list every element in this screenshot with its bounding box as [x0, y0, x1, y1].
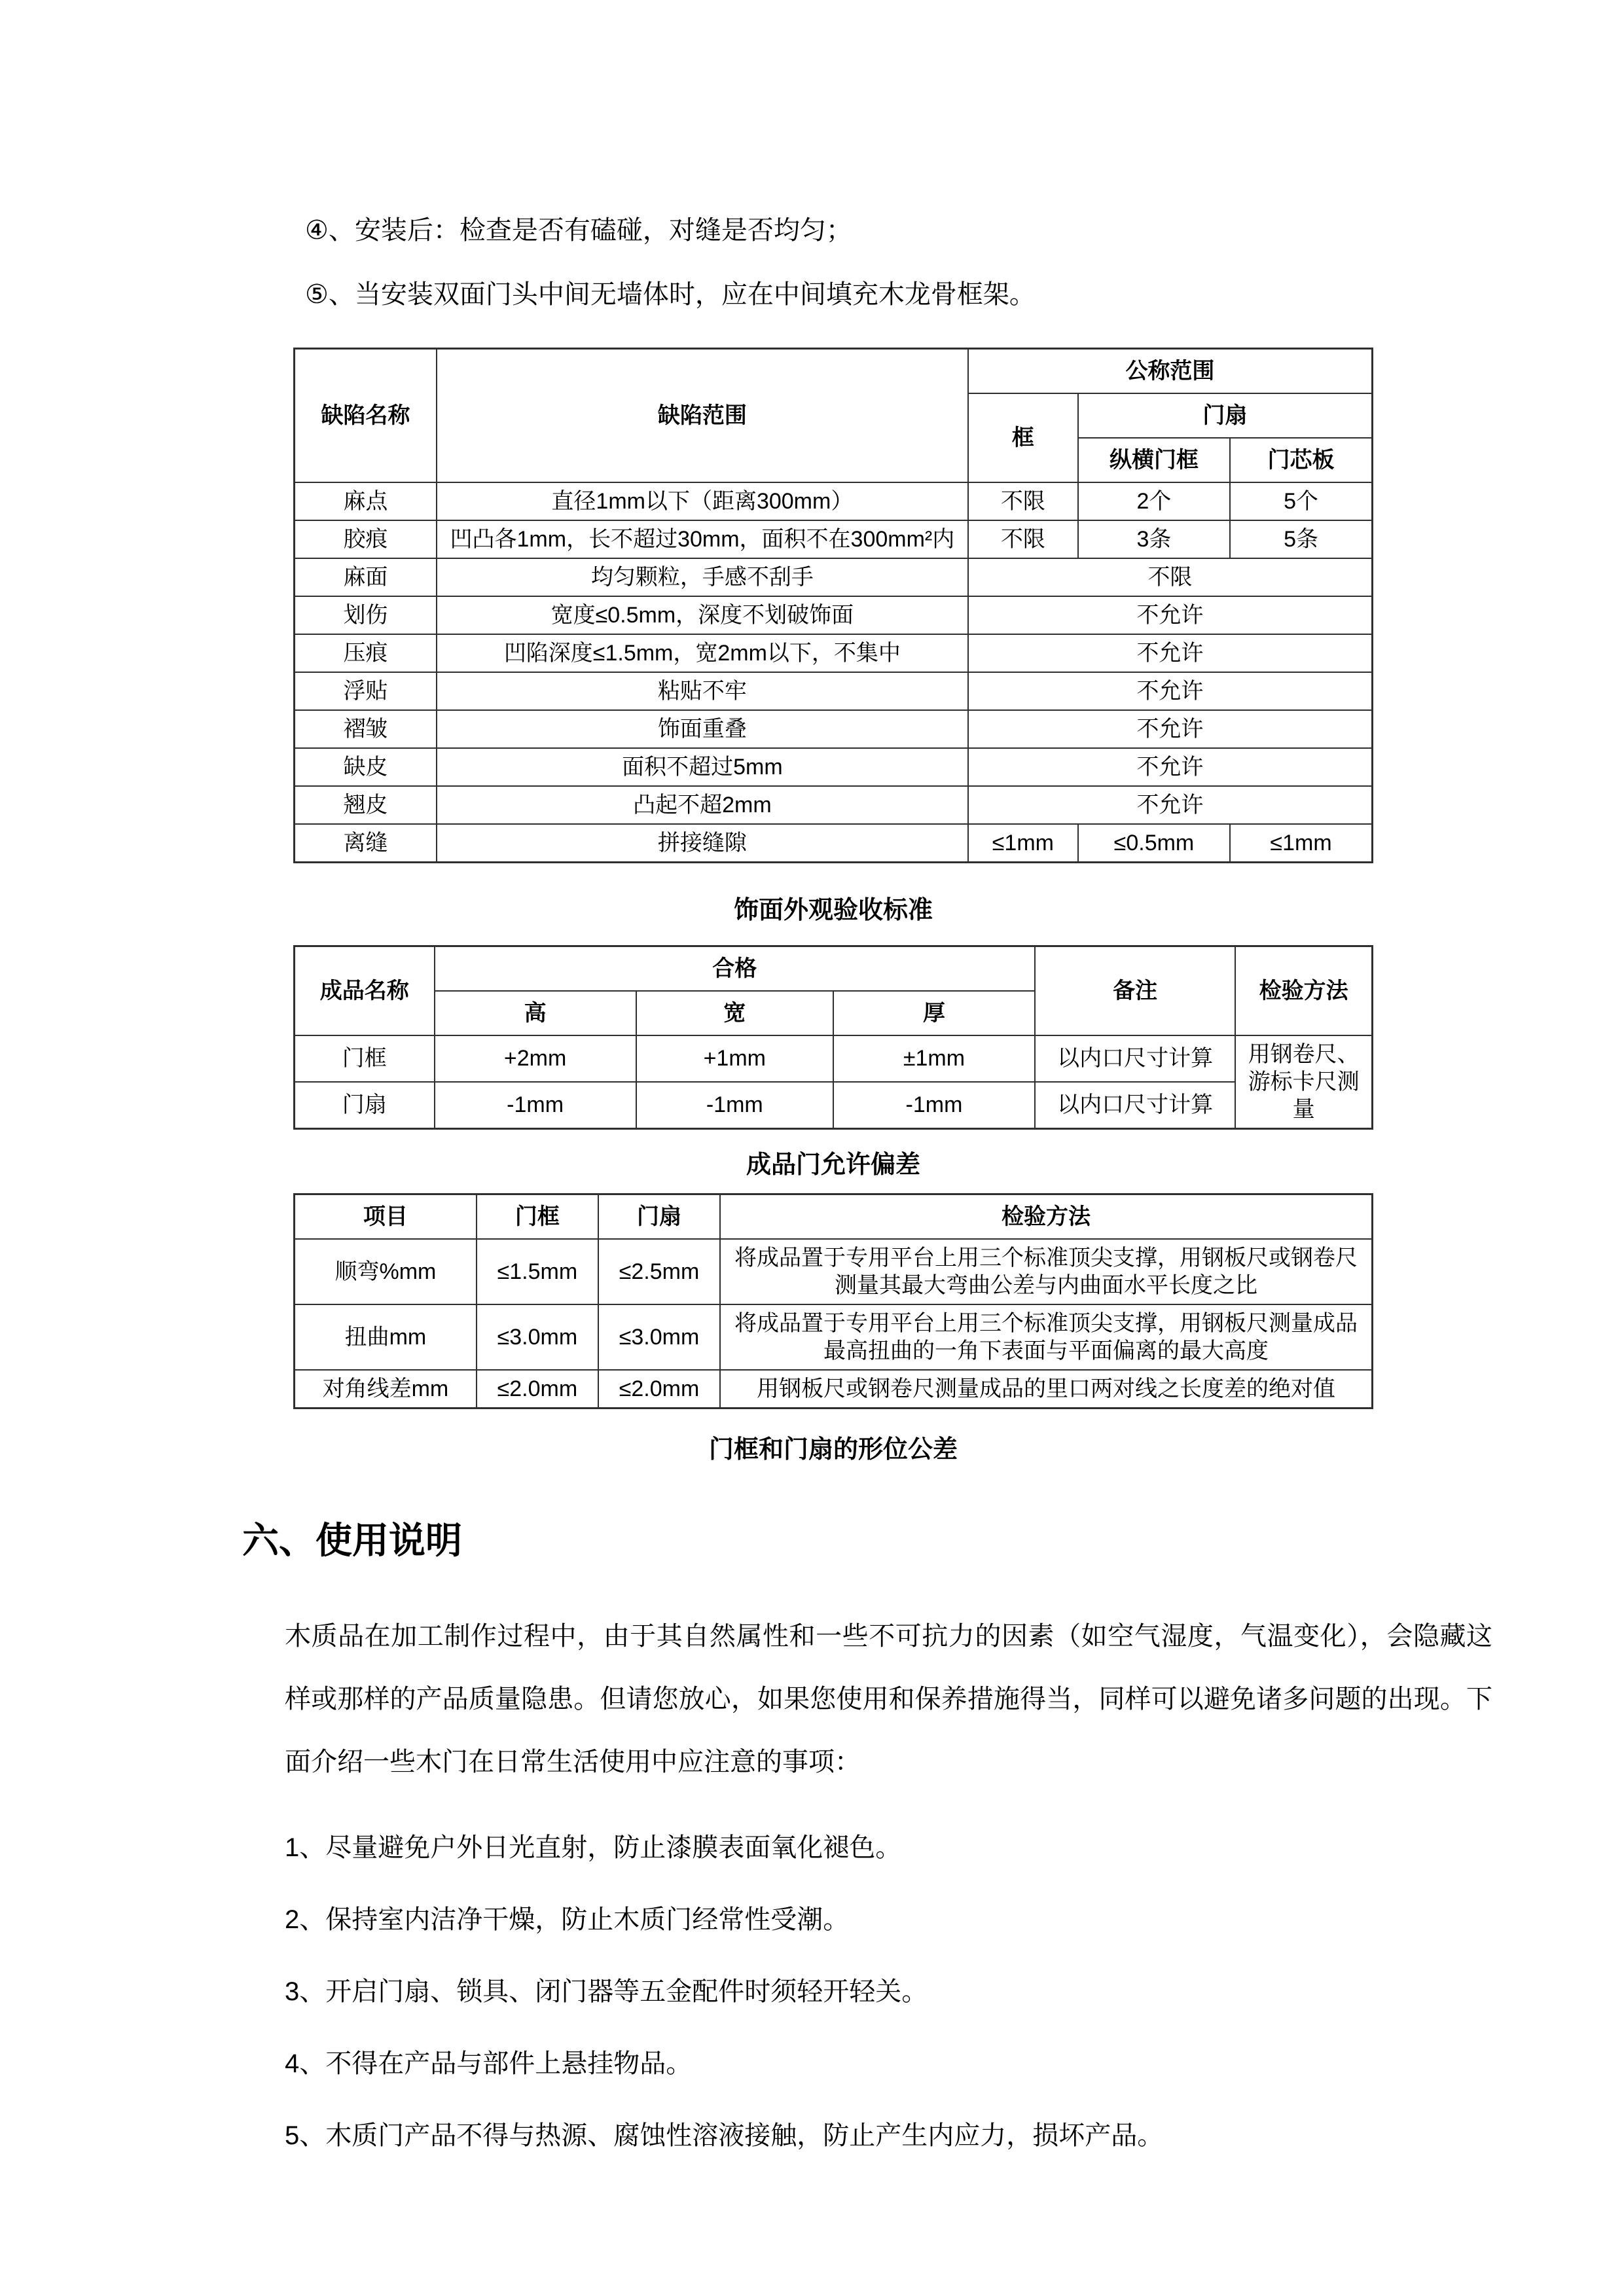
table-row — [295, 1082, 1373, 1129]
finish-cell: 以内口尺寸计算 — [1035, 1082, 1235, 1129]
table-row — [295, 786, 1373, 824]
defect-cell: 凹凸各1mm，长不超过30mm，面积不在300mm²内 — [437, 520, 968, 558]
defect-cell: 面积不超过5mm — [437, 748, 968, 786]
table-row — [295, 1370, 1373, 1408]
tolerance-cell: ≤3.0mm — [477, 1304, 598, 1370]
defect-cell: 不允许 — [968, 596, 1373, 634]
table-caption-tolerance: 门框和门扇的形位公差 — [708, 1436, 958, 1463]
table-row — [295, 1194, 1373, 1240]
defect-cell: 麻点 — [295, 482, 437, 520]
defect-cell: 凸起不超2mm — [437, 786, 968, 824]
table-row — [295, 672, 1373, 710]
finish-cell: -1mm — [435, 1082, 636, 1129]
defect-cell: 不允许 — [968, 786, 1373, 824]
tolerance-cell: 对角线差mm — [295, 1370, 477, 1408]
install-note-5: ⑤、当安装双面门头中间无墙体时，应在中间填充木龙骨框架。 — [305, 280, 1036, 309]
table-row — [295, 634, 1373, 672]
tolerance-cell-method: 将成品置于专用平台上用三个标准顶尖支撑，用钢板尺或钢卷尺测量其最大弯曲公差与内曲面水平长度之比 — [720, 1239, 1372, 1304]
defect-col-core-board: 门芯板 — [1230, 438, 1372, 482]
defect-cell: 不允许 — [968, 748, 1373, 786]
defect-cell: 粘贴不牢 — [437, 672, 968, 710]
table-caption-finish: 成品门允许偏差 — [746, 1151, 920, 1179]
usage-item-3: 3、开启门扇、锁具、闭门器等五金配件时须轻开轻关。 — [285, 1977, 928, 2006]
defect-cell: 宽度≤0.5mm，深度不划破饰面 — [437, 596, 968, 634]
defect-col-name: 缺陷名称 — [295, 349, 437, 483]
defect-cell: 直径1mm以下（距离300mm） — [437, 482, 968, 520]
finish-cell: -1mm — [636, 1082, 833, 1129]
defect-table — [293, 348, 1373, 863]
table-row — [295, 946, 1373, 992]
finish-cell: 门扇 — [295, 1082, 435, 1129]
table-caption-defect: 饰面外观验收标准 — [733, 897, 933, 924]
tolerance-col-item: 项目 — [295, 1194, 477, 1240]
defect-cell: 凹陷深度≤1.5mm，宽2mm以下，不集中 — [437, 634, 968, 672]
defect-cell: 胶痕 — [295, 520, 437, 558]
finish-cell: ±1mm — [833, 1035, 1035, 1082]
defect-cell: 5条 — [1230, 520, 1372, 558]
defect-cell: 不允许 — [968, 634, 1373, 672]
finish-cell: +1mm — [636, 1035, 833, 1082]
defect-cell: 不限 — [968, 520, 1078, 558]
finish-col-remark: 备注 — [1035, 946, 1235, 1036]
finish-cell: +2mm — [435, 1035, 636, 1082]
table-row — [295, 558, 1373, 596]
usage-item-1: 1、尽量避免户外日光直射，防止漆膜表面氧化褪色。 — [285, 1833, 902, 1862]
defect-cell: 褶皱 — [295, 710, 437, 748]
install-note-4: ④、安装后：检查是否有磕碰，对缝是否均匀； — [305, 216, 852, 245]
tolerance-col-leaf: 门扇 — [598, 1194, 720, 1240]
defect-col-range: 缺陷范围 — [437, 349, 968, 483]
tolerance-col-method: 检验方法 — [720, 1194, 1372, 1240]
defect-cell: ≤0.5mm — [1078, 824, 1230, 863]
tolerance-col-frame: 门框 — [477, 1194, 598, 1240]
tolerance-cell: 扭曲mm — [295, 1304, 477, 1370]
finish-cell: -1mm — [833, 1082, 1035, 1129]
finish-table-section — [293, 945, 1373, 1180]
defect-cell: 3条 — [1078, 520, 1230, 558]
defect-col-frame: 框 — [968, 393, 1078, 482]
finish-table — [293, 945, 1373, 1130]
defect-col-nominal-range: 公称范围 — [968, 349, 1373, 394]
defect-cell: 饰面重叠 — [437, 710, 968, 748]
defect-cell: 浮贴 — [295, 672, 437, 710]
defect-cell: 不允许 — [968, 672, 1373, 710]
finish-col-thickness: 厚 — [833, 991, 1035, 1035]
finish-cell: 以内口尺寸计算 — [1035, 1035, 1235, 1082]
tolerance-table — [293, 1193, 1373, 1409]
tolerance-cell: ≤2.0mm — [598, 1370, 720, 1408]
tolerance-cell: ≤2.5mm — [598, 1239, 720, 1304]
tolerance-table-section — [293, 1193, 1373, 1465]
defect-cell: ≤1mm — [968, 824, 1078, 863]
defect-col-vh-frame: 纵横门框 — [1078, 438, 1230, 482]
defect-cell: 翘皮 — [295, 786, 437, 824]
defect-cell: 均匀颗粒，手感不刮手 — [437, 558, 968, 596]
defect-table-section — [293, 348, 1373, 925]
finish-col-width: 宽 — [636, 991, 833, 1035]
section-heading-usage: 六、使用说明 — [242, 1520, 462, 1561]
usage-paragraph: 木质品在加工制作过程中，由于其自然属性和一些不可抗力的因素（如空气湿度，气温变化），会隐藏这样或那样的产品质量隐患。但请您放心，如果您使用和保养措施得当，同样可以避免诸多问题的出现。下面介绍一些木门在日常生活使用中应注意的事项： — [285, 1622, 1492, 1776]
defect-cell: 划伤 — [295, 596, 437, 634]
table-row — [295, 1035, 1373, 1082]
tolerance-cell: ≤1.5mm — [477, 1239, 598, 1304]
table-row — [295, 520, 1373, 558]
finish-col-method: 检验方法 — [1235, 946, 1372, 1036]
finish-col-height: 高 — [435, 991, 636, 1035]
finish-cell-method: 用钢卷尺、游标卡尺测量 — [1235, 1035, 1372, 1129]
defect-cell: 压痕 — [295, 634, 437, 672]
table-row — [295, 482, 1373, 520]
finish-cell: 门框 — [295, 1035, 435, 1082]
defect-col-door-leaf: 门扇 — [1078, 393, 1373, 438]
defect-cell: 缺皮 — [295, 748, 437, 786]
table-row — [295, 1304, 1373, 1370]
defect-cell: 2个 — [1078, 482, 1230, 520]
finish-col-pass: 合格 — [435, 946, 1035, 992]
table-row — [295, 1239, 1373, 1304]
table-row — [295, 596, 1373, 634]
defect-cell: 拼接缝隙 — [437, 824, 968, 863]
table-row — [295, 824, 1373, 863]
defect-cell: 麻面 — [295, 558, 437, 596]
document-page — [0, 214, 1624, 2152]
tolerance-cell-method: 将成品置于专用平台上用三个标准顶尖支撑，用钢板尺测量成品最高扭曲的一角下表面与平面偏离的最大高度 — [720, 1304, 1372, 1370]
defect-cell: ≤1mm — [1230, 824, 1372, 863]
usage-item-2: 2、保持室内洁净干燥，防止木质门经常性受潮。 — [285, 1905, 850, 1934]
tolerance-cell-method: 用钢板尺或钢卷尺测量成品的里口两对线之长度差的绝对值 — [720, 1370, 1372, 1408]
finish-col-product: 成品名称 — [295, 946, 435, 1036]
tolerance-cell: 顺弯%mm — [295, 1239, 477, 1304]
tolerance-cell: ≤2.0mm — [477, 1370, 598, 1408]
table-row — [295, 748, 1373, 786]
table-row — [295, 710, 1373, 748]
tolerance-cell: ≤3.0mm — [598, 1304, 720, 1370]
usage-item-4: 4、不得在产品与部件上悬挂物品。 — [285, 2049, 693, 2078]
defect-cell: 5个 — [1230, 482, 1372, 520]
usage-item-5: 5、木质门产品不得与热源、腐蚀性溶液接触，防止产生内应力，损坏产品。 — [285, 2121, 1164, 2150]
defect-cell: 不允许 — [968, 710, 1373, 748]
defect-cell: 不限 — [968, 558, 1373, 596]
table-row — [295, 349, 1373, 394]
defect-cell: 不限 — [968, 482, 1078, 520]
defect-cell: 离缝 — [295, 824, 437, 863]
